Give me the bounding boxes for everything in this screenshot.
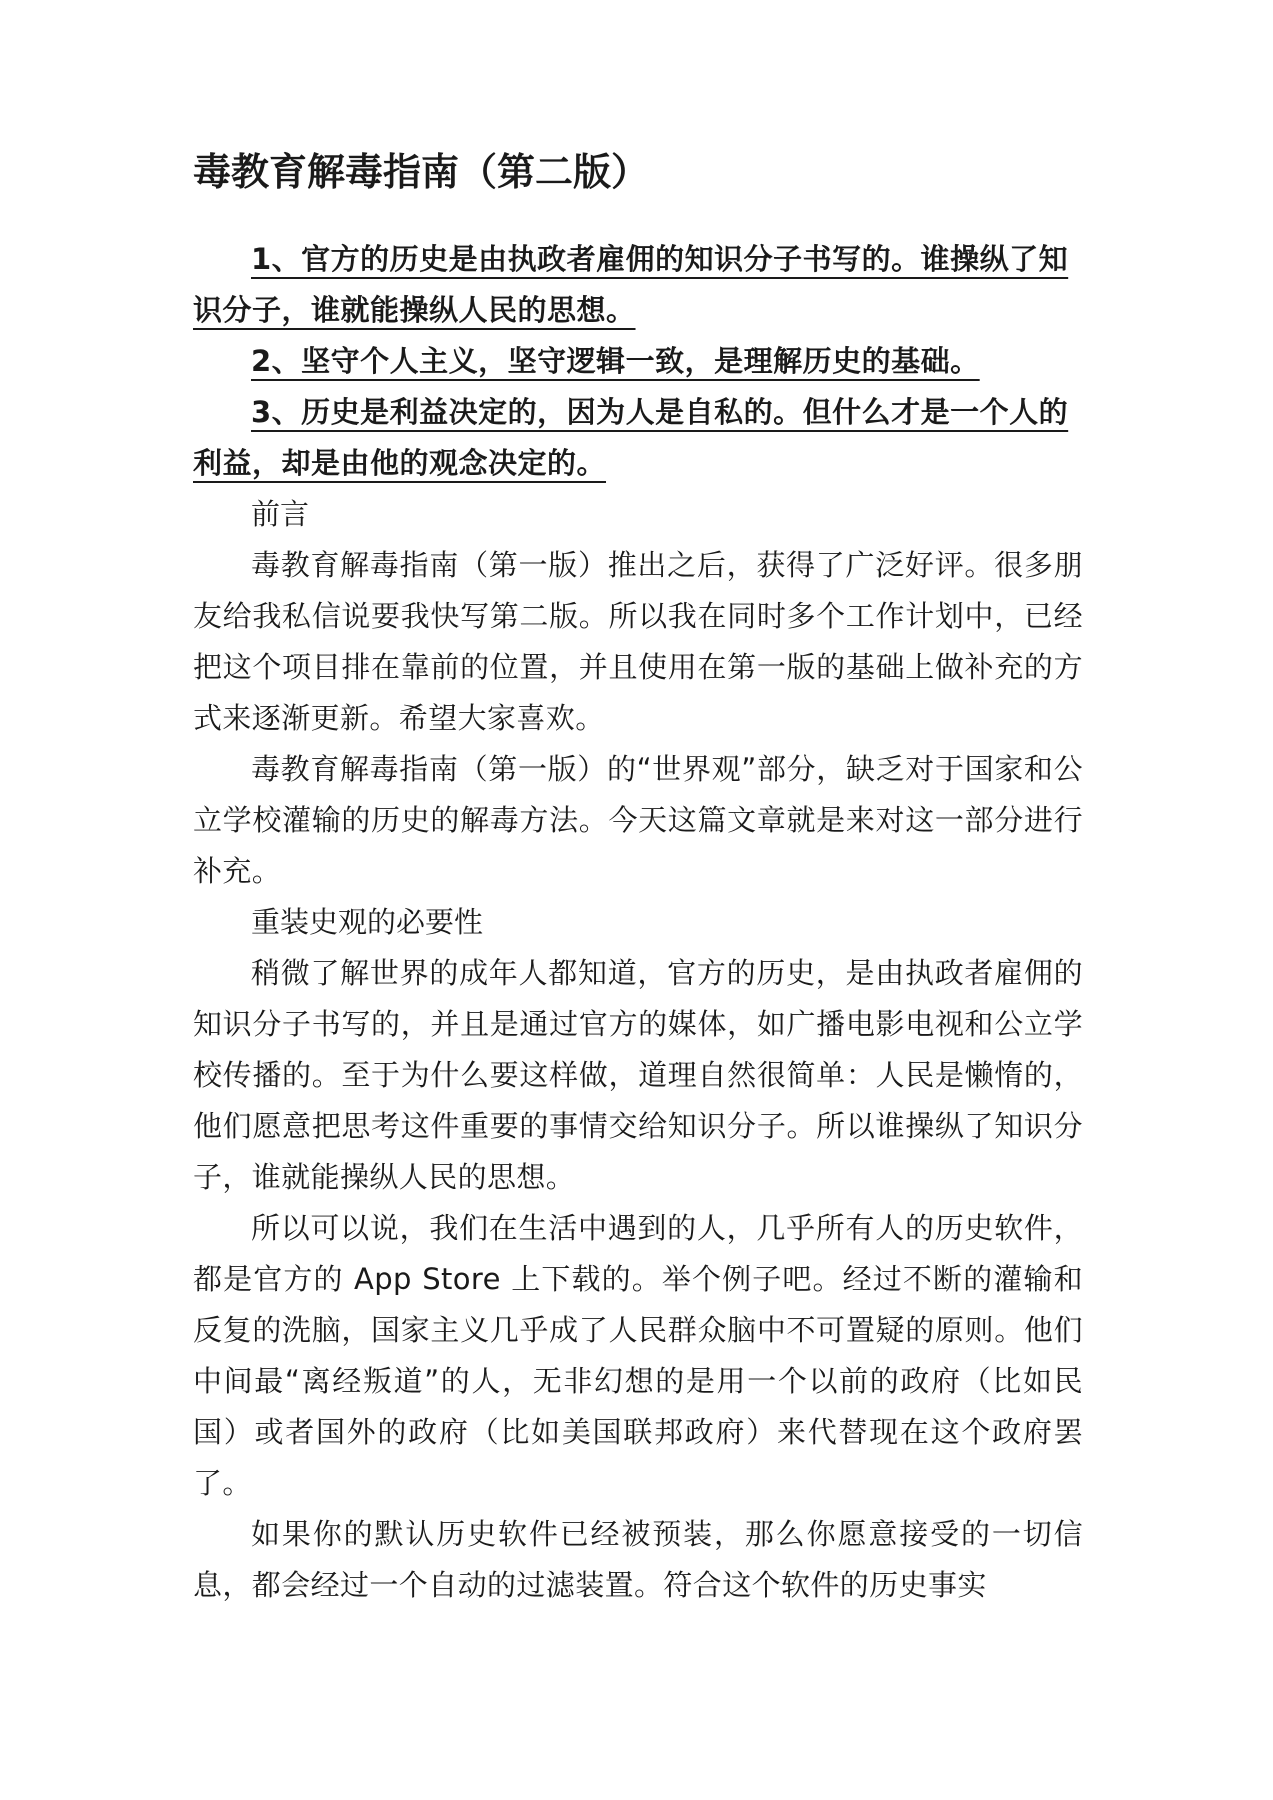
thesis-1-text: 1、官方的历史是由执政者雇佣的知识分子书写的。谁操纵了知识分子，谁就能操纵人民的思想。: [193, 241, 1069, 327]
document-title: 毒教育解毒指南（第二版）: [193, 150, 650, 194]
section-heading-preface: 前言: [251, 496, 310, 531]
thesis-3-text: 3、历史是利益决定的，因为人是自私的。但什么才是一个人的利益，却是由他的观念决定的。: [193, 394, 1069, 480]
paragraph: 稍微了解世界的成年人都知道，官方的历史，是由执政者雇佣的知识分子书写的，并且是通过官方的媒体，如广播电影电视和公立学校传播的。至于为什么要这样做，道理自然很简单：人民是懒惰的，他们愿意把思考这件重要的事情交给知识分子。所以谁操纵了知识分子，谁就能操纵人民的思想。: [193, 955, 1083, 1194]
document-page: [193, 150, 1083, 1611]
thesis-3: [193, 387, 1083, 489]
thesis-2: [193, 336, 1083, 387]
paragraph: 所以可以说，我们在生活中遇到的人，几乎所有人的历史软件，都是官方的 App Store 上下载的。举个例子吧。经过不断的灌输和反复的洗脑，国家主义几乎成了人民群众脑中不可置疑的原则。他们中间最“离经叛道”的人，无非幻想的是用一个以前的政府（比如民国）或者国外的政府（比如美国联邦政府）来代替现在这个政府罢了。: [193, 1210, 1083, 1500]
section-heading-necessity: 重装史观的必要性: [251, 904, 484, 939]
paragraph: 如果你的默认历史软件已经被预装，那么你愿意接受的一切信息，都会经过一个自动的过滤装置。符合这个软件的历史事实: [193, 1516, 1083, 1602]
thesis-2-text: 2、坚守个人主义，坚守逻辑一致，是理解历史的基础。: [251, 343, 980, 378]
paragraph: 毒教育解毒指南（第一版）的“世界观”部分，缺乏对于国家和公立学校灌输的历史的解毒方法。今天这篇文章就是来对这一部分进行补充。: [193, 751, 1083, 888]
paragraph: 毒教育解毒指南（第一版）推出之后，获得了广泛好评。很多朋友给我私信说要我快写第二版。所以我在同时多个工作计划中，已经把这个项目排在靠前的位置，并且使用在第一版的基础上做补充的方式来逐渐更新。希望大家喜欢。: [193, 547, 1083, 735]
thesis-1: [193, 234, 1083, 336]
